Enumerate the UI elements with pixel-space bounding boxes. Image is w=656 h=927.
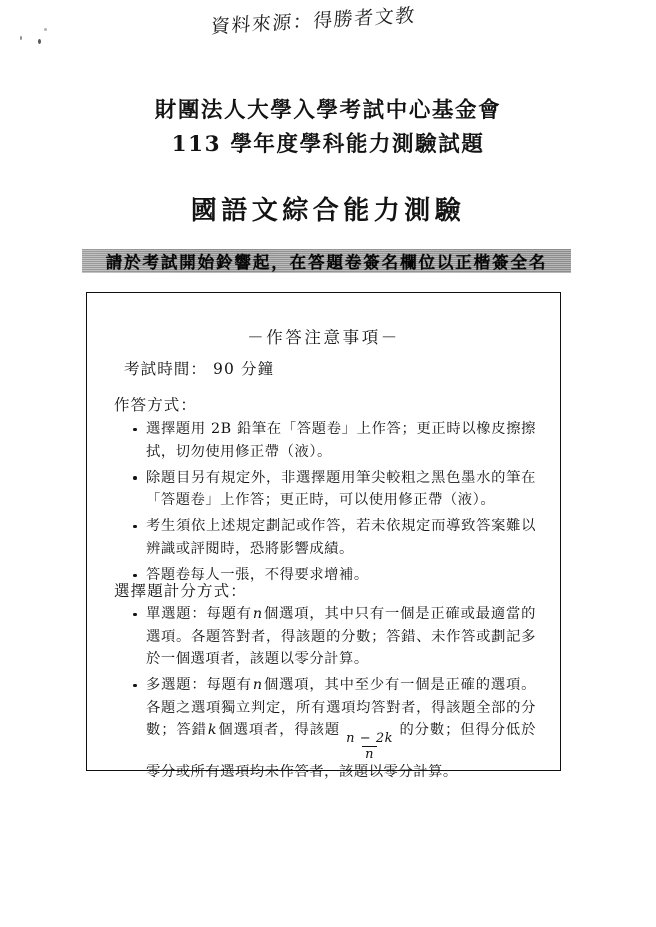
scoring-method-heading: 選擇題計分方式： [114,582,247,600]
exam-duration-line: 考試時間： 90 分鐘 [124,360,275,378]
list-item: 除題目另有規定外，非選擇題用筆尖較粗之黑色墨水的筆在「答題卷」上作答；更正時，可以使用修正帶（液）。 [132,467,536,512]
single-choice-text-part2: 個選項，其中只有一個是正確或最適當的選項。各題答對者，得該題的分數；答錯、未作答或劃記多於一個選項者，該題以零分計算。 [146,606,536,668]
handwritten-source-note: 資料來源：得勝者文教 [210,4,417,39]
scoring-fraction [343,732,396,761]
single-choice-text-part1: 單選題：每題有 [146,606,252,622]
signature-notice-text: 請於考試開始鈴響起，在答題卷簽名欄位以正楷簽全名 [105,253,548,272]
fraction-denominator: n [362,746,377,761]
variable-n: n [252,606,263,622]
answer-method-list [132,418,536,590]
scan-speck [38,39,41,44]
masthead [0,94,656,162]
notice-heading: －作答注意事項－ [247,328,400,347]
list-item: 考生須依上述規定劃記或作答，若未依規定而導致答案難以辨識或評閱時，恐將影響成績。 [132,515,536,560]
list-item-single-choice [132,603,536,671]
organization-name: 財團法人大學入學考試中心基金會 [154,98,502,123]
multiple-choice-text-part1: 多選題：每題有 [146,677,252,694]
subject-title: 國語文綜合能力測驗 [190,196,466,226]
signature-notice-banner [82,249,571,273]
list-item: 答題卷每人一張，不得要求增補。 [132,564,536,587]
exam-year-line: 113 學年度學科能力測驗試題 [171,132,485,157]
list-item-multiple-choice [132,674,536,784]
list-item: 選擇題用 2B 鉛筆在「答題卷」上作答；更正時以橡皮擦擦拭，切勿使用修正帶（液）。 [132,418,536,463]
variable-k: k [207,722,218,739]
fraction-numerator: n − 2k [346,731,394,747]
answer-method-heading: 作答方式： [114,396,198,414]
multiple-choice-text-part2: 個選項，其中至少有一個是正確的選項。各題之選項獨立判定，所有選項均答對者，得該題全部的分數；答錯 [146,677,536,739]
scan-speck [20,36,22,40]
scoring-method-list [132,603,536,787]
instruction-box [86,292,561,781]
multiple-choice-text-part4: 的分數；但得分低於零分或所有選項均未作答者，該題以零分計算。 [146,722,536,781]
multiple-choice-text-part3: 個選項者，得該題 [218,722,341,739]
variable-n: n [252,677,263,694]
scan-speck [44,28,47,31]
